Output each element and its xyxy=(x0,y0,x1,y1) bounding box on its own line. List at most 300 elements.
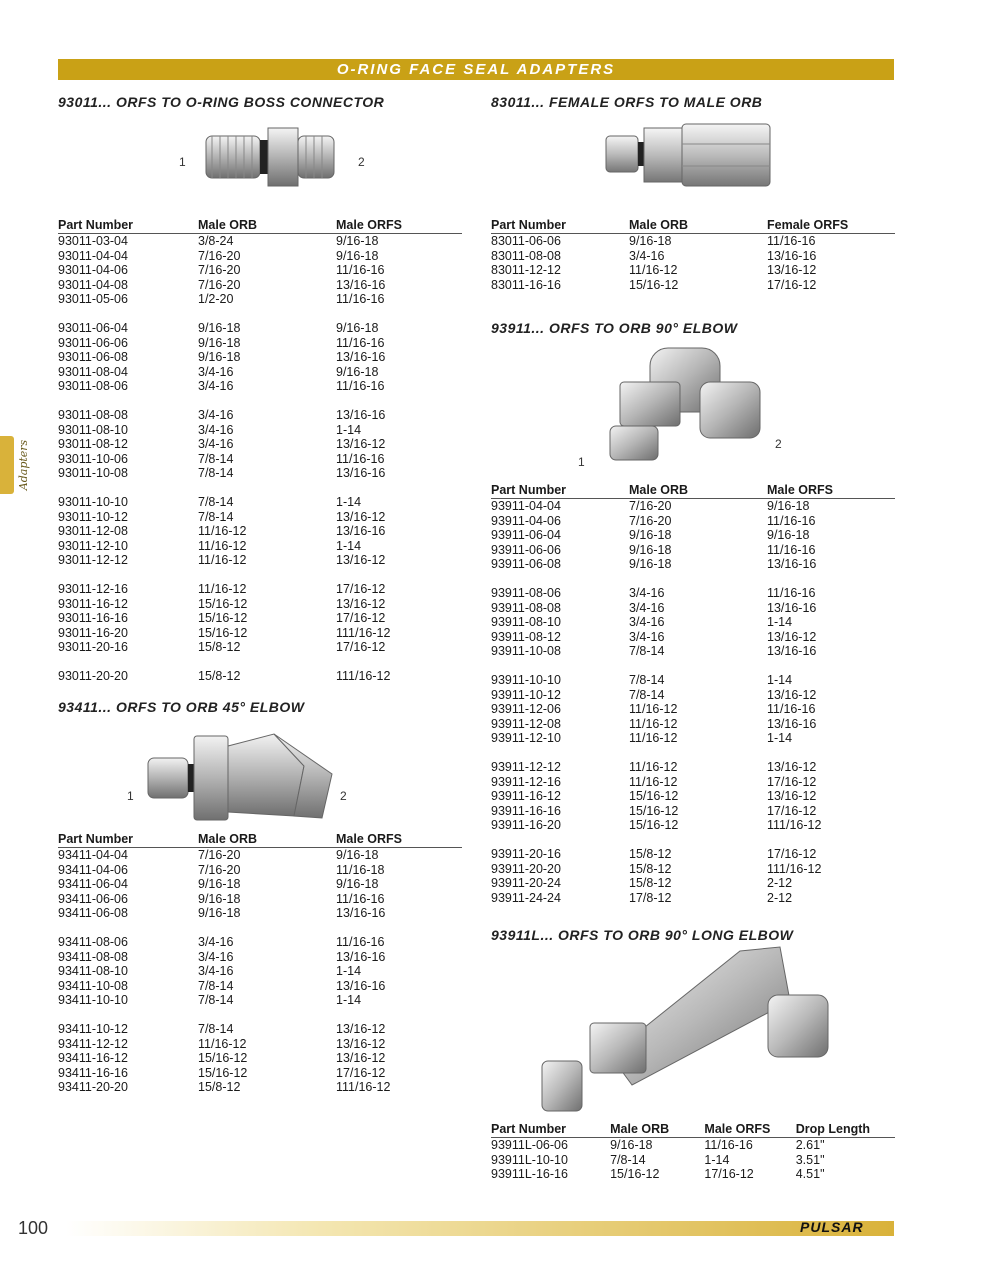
table-cell: 15/8-12 xyxy=(198,669,241,683)
table-cell: 83011-16-16 xyxy=(491,277,561,292)
table-cell: 9/16-18 xyxy=(198,891,241,906)
table-cell: 93411-08-06 xyxy=(58,935,128,949)
table-row xyxy=(58,993,462,1008)
table-cell: 13/16-16 xyxy=(336,978,386,993)
table-cell: 15/16-12 xyxy=(198,1051,248,1065)
table-row xyxy=(58,495,462,510)
column-header: Part Number xyxy=(491,483,567,497)
table-cell: 93911-12-16 xyxy=(491,774,561,789)
table-cell: 93011-16-12 xyxy=(58,596,128,611)
table-cell: 93911L-06-06 xyxy=(491,1138,568,1152)
table-cell: 13/16-12 xyxy=(767,789,817,803)
table-row xyxy=(491,630,895,645)
table-cell: 111/16-12 xyxy=(336,1080,391,1094)
column-header: Male ORB xyxy=(198,832,258,846)
table-93911 xyxy=(491,483,895,905)
table-cell: 15/8-12 xyxy=(629,847,672,861)
table-row xyxy=(58,379,462,394)
table-cell: 13/16-12 xyxy=(336,1051,386,1065)
straight-connector-image xyxy=(198,120,338,195)
table-cell: 9/16-18 xyxy=(336,877,379,891)
group-spacer xyxy=(491,572,895,587)
table-row xyxy=(58,263,462,278)
table-cell: 9/16-18 xyxy=(767,499,810,513)
table-row xyxy=(491,876,895,891)
table-cell: 93011-08-06 xyxy=(58,379,128,393)
table-cell: 93011-12-10 xyxy=(58,538,128,553)
table-row xyxy=(491,499,895,514)
table-header xyxy=(58,218,462,234)
table-cell: 93011-08-04 xyxy=(58,364,128,379)
table-cell: 93911-08-12 xyxy=(491,629,561,644)
table-cell: 7/8-14 xyxy=(198,466,234,480)
table-row xyxy=(58,350,462,365)
group-spacer xyxy=(58,568,462,583)
table-cell: 17/16-12 xyxy=(767,847,817,861)
table-cell: 93011-06-08 xyxy=(58,350,128,364)
table-cell: 7/16-20 xyxy=(629,499,672,513)
column-header: Male ORB xyxy=(198,218,258,232)
group-spacer xyxy=(58,307,462,322)
table-cell: 17/8-12 xyxy=(629,890,672,905)
table-cell: 17/16-12 xyxy=(767,803,817,818)
column-header: Male ORFS xyxy=(336,218,402,232)
table-83011 xyxy=(491,218,895,292)
table-cell: 15/16-12 xyxy=(629,277,679,292)
side-tab xyxy=(0,436,14,494)
table-cell: 1-14 xyxy=(336,964,362,978)
table-cell: 11/16-16 xyxy=(767,234,816,248)
table-row xyxy=(58,597,462,612)
table-cell: 9/16-18 xyxy=(198,906,241,920)
table-cell: 13/16-16 xyxy=(336,277,386,292)
section-title-93011: 93011... ORFS TO O-RING BOSS CONNECTOR xyxy=(58,94,385,110)
table-row xyxy=(58,466,462,481)
table-cell: 3/4-16 xyxy=(198,964,234,978)
table-row xyxy=(58,906,462,921)
column-header: Drop Length xyxy=(795,1122,871,1136)
table-row xyxy=(491,557,895,572)
table-cell: 93011-10-08 xyxy=(58,466,128,480)
table-cell: 7/8-14 xyxy=(198,451,234,466)
table-row xyxy=(58,611,462,626)
table-cell: 93411-06-06 xyxy=(58,891,128,906)
table-cell: 9/16-18 xyxy=(336,364,379,379)
table-cell: 111/16-12 xyxy=(767,861,822,876)
table-cell: 11/16-12 xyxy=(198,1036,247,1051)
table-row xyxy=(491,249,895,264)
table-cell: 11/16-12 xyxy=(198,524,247,538)
group-spacer xyxy=(491,659,895,674)
table-cell: 93011-04-06 xyxy=(58,263,128,277)
table-cell: 93911L-10-10 xyxy=(491,1152,568,1167)
table-row xyxy=(491,717,895,732)
table-row xyxy=(491,760,895,775)
table-row xyxy=(491,543,895,558)
table-row xyxy=(491,278,895,293)
table-cell: 11/16-16 xyxy=(704,1138,753,1152)
table-row xyxy=(491,789,895,804)
table-cell: 93911-12-12 xyxy=(491,760,561,774)
table-cell: 7/8-14 xyxy=(629,673,665,687)
table-cell: 93411-10-12 xyxy=(58,1022,128,1036)
table-row xyxy=(58,423,462,438)
table-row xyxy=(491,891,895,906)
table-cell: 15/8-12 xyxy=(629,861,672,876)
table-cell: 15/16-12 xyxy=(629,818,679,832)
table-row xyxy=(491,862,895,877)
table-cell: 1-14 xyxy=(767,673,793,687)
table-93011 xyxy=(58,218,462,684)
table-cell: 1/2-20 xyxy=(198,292,234,306)
table-cell: 3/4-16 xyxy=(198,437,234,451)
table-cell: 93011-08-08 xyxy=(58,408,128,422)
table-cell: 93911-12-06 xyxy=(491,702,561,716)
table-cell: 13/16-16 xyxy=(767,600,817,615)
table-cell: 3/4-16 xyxy=(198,422,234,437)
table-cell: 13/16-16 xyxy=(336,350,386,364)
table-row xyxy=(58,553,462,568)
table-row xyxy=(58,669,462,684)
table-cell: 13/16-12 xyxy=(336,1036,386,1051)
table-row xyxy=(58,278,462,293)
table-cell: 7/8-14 xyxy=(198,495,234,509)
table-cell: 93011-08-10 xyxy=(58,422,128,437)
table-cell: 15/8-12 xyxy=(629,876,672,890)
table-header xyxy=(491,483,895,499)
table-cell: 17/16-12 xyxy=(336,582,386,596)
table-row xyxy=(58,892,462,907)
table-cell: 15/16-12 xyxy=(629,803,679,818)
table-cell: 93911-08-08 xyxy=(491,600,561,615)
table-cell: 11/16-12 xyxy=(198,538,247,553)
table-cell: 17/16-12 xyxy=(336,640,386,654)
table-cell: 13/16-12 xyxy=(336,437,386,451)
table-cell: 93411-20-20 xyxy=(58,1080,128,1094)
table-cell: 93911-12-10 xyxy=(491,731,561,745)
table-cell: 93011-16-20 xyxy=(58,625,128,640)
table-cell: 93911-06-06 xyxy=(491,542,561,557)
table-row xyxy=(491,847,895,862)
table-cell: 9/16-18 xyxy=(198,321,241,335)
column-header: Male ORB xyxy=(629,218,689,232)
group-spacer xyxy=(491,833,895,848)
table-cell: 93911-10-12 xyxy=(491,687,561,702)
column-header: Male ORFS xyxy=(704,1122,771,1136)
table-cell: 3/4-16 xyxy=(629,615,665,629)
table-row xyxy=(58,510,462,525)
table-cell: 11/16-12 xyxy=(198,553,247,567)
table-row xyxy=(58,292,462,307)
table-cell: 93911-08-10 xyxy=(491,615,561,629)
table-row xyxy=(58,452,462,467)
table-cell: 3/4-16 xyxy=(198,379,234,393)
table-cell: 93411-16-16 xyxy=(58,1065,128,1080)
table-cell: 7/8-14 xyxy=(198,509,234,524)
table-cell: 7/8-14 xyxy=(198,993,234,1007)
table-row xyxy=(58,1051,462,1066)
table-cell: 7/8-14 xyxy=(629,687,665,702)
table-cell: 11/16-16 xyxy=(767,542,816,557)
table-cell: 15/16-12 xyxy=(198,625,248,640)
table-cell: 15/16-12 xyxy=(610,1167,660,1181)
table-cell: 93411-06-04 xyxy=(58,877,128,891)
table-cell: 13/16-16 xyxy=(767,644,817,658)
table-cell: 15/16-12 xyxy=(198,1065,248,1080)
table-row xyxy=(58,877,462,892)
table-cell: 111/16-12 xyxy=(336,669,391,683)
table-cell: 11/16-16 xyxy=(336,451,385,466)
table-cell: 93911-20-24 xyxy=(491,876,561,890)
table-row xyxy=(491,586,895,601)
table-cell: 3/4-16 xyxy=(198,364,234,379)
table-cell: 93411-16-12 xyxy=(58,1051,128,1065)
table-cell: 17/16-12 xyxy=(767,277,817,292)
table-cell: 2.61" xyxy=(795,1138,825,1152)
table-cell: 93011-10-10 xyxy=(58,495,128,509)
table-cell: 13/16-16 xyxy=(336,949,386,964)
table-cell: 7/16-20 xyxy=(629,513,672,528)
table-cell: 93411-06-08 xyxy=(58,906,128,920)
table-row xyxy=(58,964,462,979)
group-spacer xyxy=(58,481,462,496)
table-cell: 11/16-12 xyxy=(198,582,247,596)
table-cell: 13/16-16 xyxy=(336,906,386,920)
table-cell: 11/16-16 xyxy=(767,513,816,528)
table-cell: 7/16-20 xyxy=(198,848,241,862)
table-cell: 3/4-16 xyxy=(198,935,234,949)
table-cell: 9/16-18 xyxy=(629,542,672,557)
table-cell: 11/16-16 xyxy=(767,702,816,716)
table-row xyxy=(58,950,462,965)
elbow-45-image xyxy=(144,726,344,831)
table-93411 xyxy=(58,832,462,1095)
table-row xyxy=(58,582,462,597)
long-elbow-image xyxy=(540,945,840,1117)
table-row xyxy=(491,702,895,717)
table-cell: 93911-12-08 xyxy=(491,716,561,731)
table-cell: 111/16-12 xyxy=(767,818,822,832)
table-cell: 83011-06-06 xyxy=(491,234,561,248)
table-cell: 13/16-12 xyxy=(336,596,386,611)
table-cell: 3/4-16 xyxy=(198,408,234,422)
column-header: Part Number xyxy=(491,218,567,232)
table-cell: 17/16-12 xyxy=(704,1167,754,1181)
table-cell: 15/8-12 xyxy=(198,1080,241,1094)
table-cell: 11/16-16 xyxy=(336,335,385,350)
table-cell: 93911-08-06 xyxy=(491,586,561,600)
table-cell: 11/16-12 xyxy=(629,702,678,716)
table-cell: 93911-16-16 xyxy=(491,803,561,818)
table-cell: 1-14 xyxy=(336,422,362,437)
table-cell: 93411-08-10 xyxy=(58,964,128,978)
table-header xyxy=(58,832,462,848)
female-adapter-image xyxy=(604,120,774,192)
table-row xyxy=(58,365,462,380)
table-cell: 93911L-16-16 xyxy=(491,1167,568,1181)
table-row xyxy=(58,935,462,950)
table-cell: 93011-04-04 xyxy=(58,248,128,263)
section-title-83011: 83011... FEMALE ORFS TO MALE ORB xyxy=(491,94,763,110)
table-cell: 93411-10-10 xyxy=(58,993,128,1007)
table-cell: 93911-20-16 xyxy=(491,847,561,861)
table-cell: 13/16-12 xyxy=(336,509,386,524)
table-cell: 13/16-12 xyxy=(767,687,817,702)
table-row xyxy=(491,234,895,249)
column-header: Male ORFS xyxy=(767,483,833,497)
group-spacer xyxy=(58,1008,462,1023)
table-row xyxy=(58,336,462,351)
table-cell: 11/16-16 xyxy=(767,586,816,600)
port-label-2: 2 xyxy=(775,437,782,451)
table-cell: 13/16-12 xyxy=(767,263,817,277)
table-cell: 7/8-14 xyxy=(198,978,234,993)
table-cell: 13/16-16 xyxy=(336,524,386,538)
table-row xyxy=(58,979,462,994)
table-row xyxy=(58,437,462,452)
page-banner: O-RING FACE SEAL ADAPTERS xyxy=(58,59,894,80)
side-tab-label: Adapters xyxy=(17,439,30,491)
table-cell: 93011-05-06 xyxy=(58,292,128,306)
table-row xyxy=(58,863,462,878)
table-cell: 1-14 xyxy=(767,731,793,745)
table-cell: 7/16-20 xyxy=(198,248,241,263)
table-cell: 11/16-12 xyxy=(629,760,678,774)
table-row xyxy=(58,640,462,655)
table-cell: 11/16-16 xyxy=(336,263,385,277)
table-row xyxy=(58,321,462,336)
table-cell: 9/16-18 xyxy=(198,350,241,364)
port-label-2: 2 xyxy=(358,155,365,169)
table-cell: 93911-16-20 xyxy=(491,818,561,832)
column-header: Female ORFS xyxy=(767,218,849,232)
table-cell: 111/16-12 xyxy=(336,625,391,640)
table-cell: 93011-12-16 xyxy=(58,582,128,596)
table-cell: 7/16-20 xyxy=(198,277,241,292)
table-cell: 1-14 xyxy=(336,495,362,509)
group-spacer xyxy=(58,394,462,409)
table-row xyxy=(491,1167,895,1182)
column-header: Part Number xyxy=(58,832,134,846)
table-cell: 93011-12-08 xyxy=(58,524,128,538)
table-cell: 93011-16-16 xyxy=(58,611,128,625)
table-cell: 4.51" xyxy=(795,1167,825,1181)
table-cell: 15/16-12 xyxy=(629,789,679,803)
column-header: Male ORB xyxy=(629,483,689,497)
table-cell: 93011-06-06 xyxy=(58,335,128,350)
table-row xyxy=(491,644,895,659)
table-cell: 13/16-12 xyxy=(767,629,817,644)
table-row xyxy=(58,626,462,641)
table-row xyxy=(58,848,462,863)
table-cell: 13/16-16 xyxy=(767,716,817,731)
table-cell: 9/16-18 xyxy=(629,528,672,542)
table-row xyxy=(58,249,462,264)
table-cell: 9/16-18 xyxy=(336,321,379,335)
table-cell: 93011-10-06 xyxy=(58,451,128,466)
table-cell: 93911-06-08 xyxy=(491,557,561,571)
table-cell: 11/16-16 xyxy=(336,292,385,306)
table-cell: 1-14 xyxy=(704,1152,730,1167)
group-spacer xyxy=(491,746,895,761)
table-cell: 93011-10-12 xyxy=(58,509,128,524)
table-93911L xyxy=(491,1122,895,1182)
port-label-1: 1 xyxy=(127,789,134,803)
table-cell: 3/4-16 xyxy=(629,600,665,615)
table-cell: 93911-10-10 xyxy=(491,673,561,687)
table-row xyxy=(58,524,462,539)
table-row xyxy=(491,601,895,616)
table-cell: 17/16-12 xyxy=(767,774,817,789)
table-row xyxy=(491,514,895,529)
table-row xyxy=(491,528,895,543)
table-cell: 9/16-18 xyxy=(198,335,241,350)
table-cell: 93411-04-06 xyxy=(58,862,128,877)
table-cell: 93411-10-08 xyxy=(58,978,128,993)
table-cell: 13/16-16 xyxy=(767,248,817,263)
table-cell: 7/8-14 xyxy=(610,1152,646,1167)
table-cell: 7/16-20 xyxy=(198,263,241,277)
table-cell: 83011-08-08 xyxy=(491,248,561,263)
port-label-2: 2 xyxy=(340,789,347,803)
table-row xyxy=(58,234,462,249)
group-spacer xyxy=(58,921,462,936)
table-header xyxy=(491,218,895,234)
table-cell: 9/16-18 xyxy=(336,848,379,862)
table-cell: 93911-16-12 xyxy=(491,789,561,803)
table-row xyxy=(491,818,895,833)
table-cell: 93911-24-24 xyxy=(491,890,561,905)
table-row xyxy=(491,1153,895,1168)
table-cell: 13/16-12 xyxy=(336,1022,386,1036)
table-row xyxy=(491,1138,895,1153)
table-cell: 93911-04-06 xyxy=(491,513,561,528)
table-cell: 9/16-18 xyxy=(336,248,379,263)
table-cell: 11/16-18 xyxy=(336,862,385,877)
table-cell: 13/16-16 xyxy=(336,408,386,422)
table-cell: 9/16-18 xyxy=(336,234,379,248)
table-cell: 93911-06-04 xyxy=(491,528,561,542)
page-number: 100 xyxy=(18,1218,49,1238)
table-cell: 11/16-16 xyxy=(336,935,385,949)
table-cell: 7/16-20 xyxy=(198,862,241,877)
table-cell: 11/16-12 xyxy=(629,716,678,731)
table-cell: 93911-10-08 xyxy=(491,644,561,658)
table-cell: 93911-04-04 xyxy=(491,499,561,513)
table-row xyxy=(491,615,895,630)
table-header xyxy=(491,1122,895,1138)
table-cell: 11/16-12 xyxy=(629,731,678,745)
table-cell: 93011-20-20 xyxy=(58,669,128,683)
section-title-93411: 93411... ORFS TO ORB 45° ELBOW xyxy=(58,699,305,715)
column-header: Male ORFS xyxy=(336,832,402,846)
table-cell: 93011-04-08 xyxy=(58,277,128,292)
table-cell: 1-14 xyxy=(336,993,362,1007)
table-cell: 9/16-18 xyxy=(629,557,672,571)
table-cell: 11/16-16 xyxy=(336,379,385,393)
port-label-1: 1 xyxy=(179,155,186,169)
table-cell: 93911-20-20 xyxy=(491,861,561,876)
table-cell: 93411-04-04 xyxy=(58,848,128,862)
table-cell: 93011-03-04 xyxy=(58,234,128,248)
table-cell: 3/4-16 xyxy=(629,248,665,263)
table-cell: 3/8-24 xyxy=(198,234,234,248)
table-cell: 1-14 xyxy=(336,538,362,553)
table-row xyxy=(491,673,895,688)
table-cell: 2-12 xyxy=(767,876,793,890)
section-title-93911: 93911... ORFS TO ORB 90° ELBOW xyxy=(491,320,738,336)
table-row xyxy=(491,688,895,703)
